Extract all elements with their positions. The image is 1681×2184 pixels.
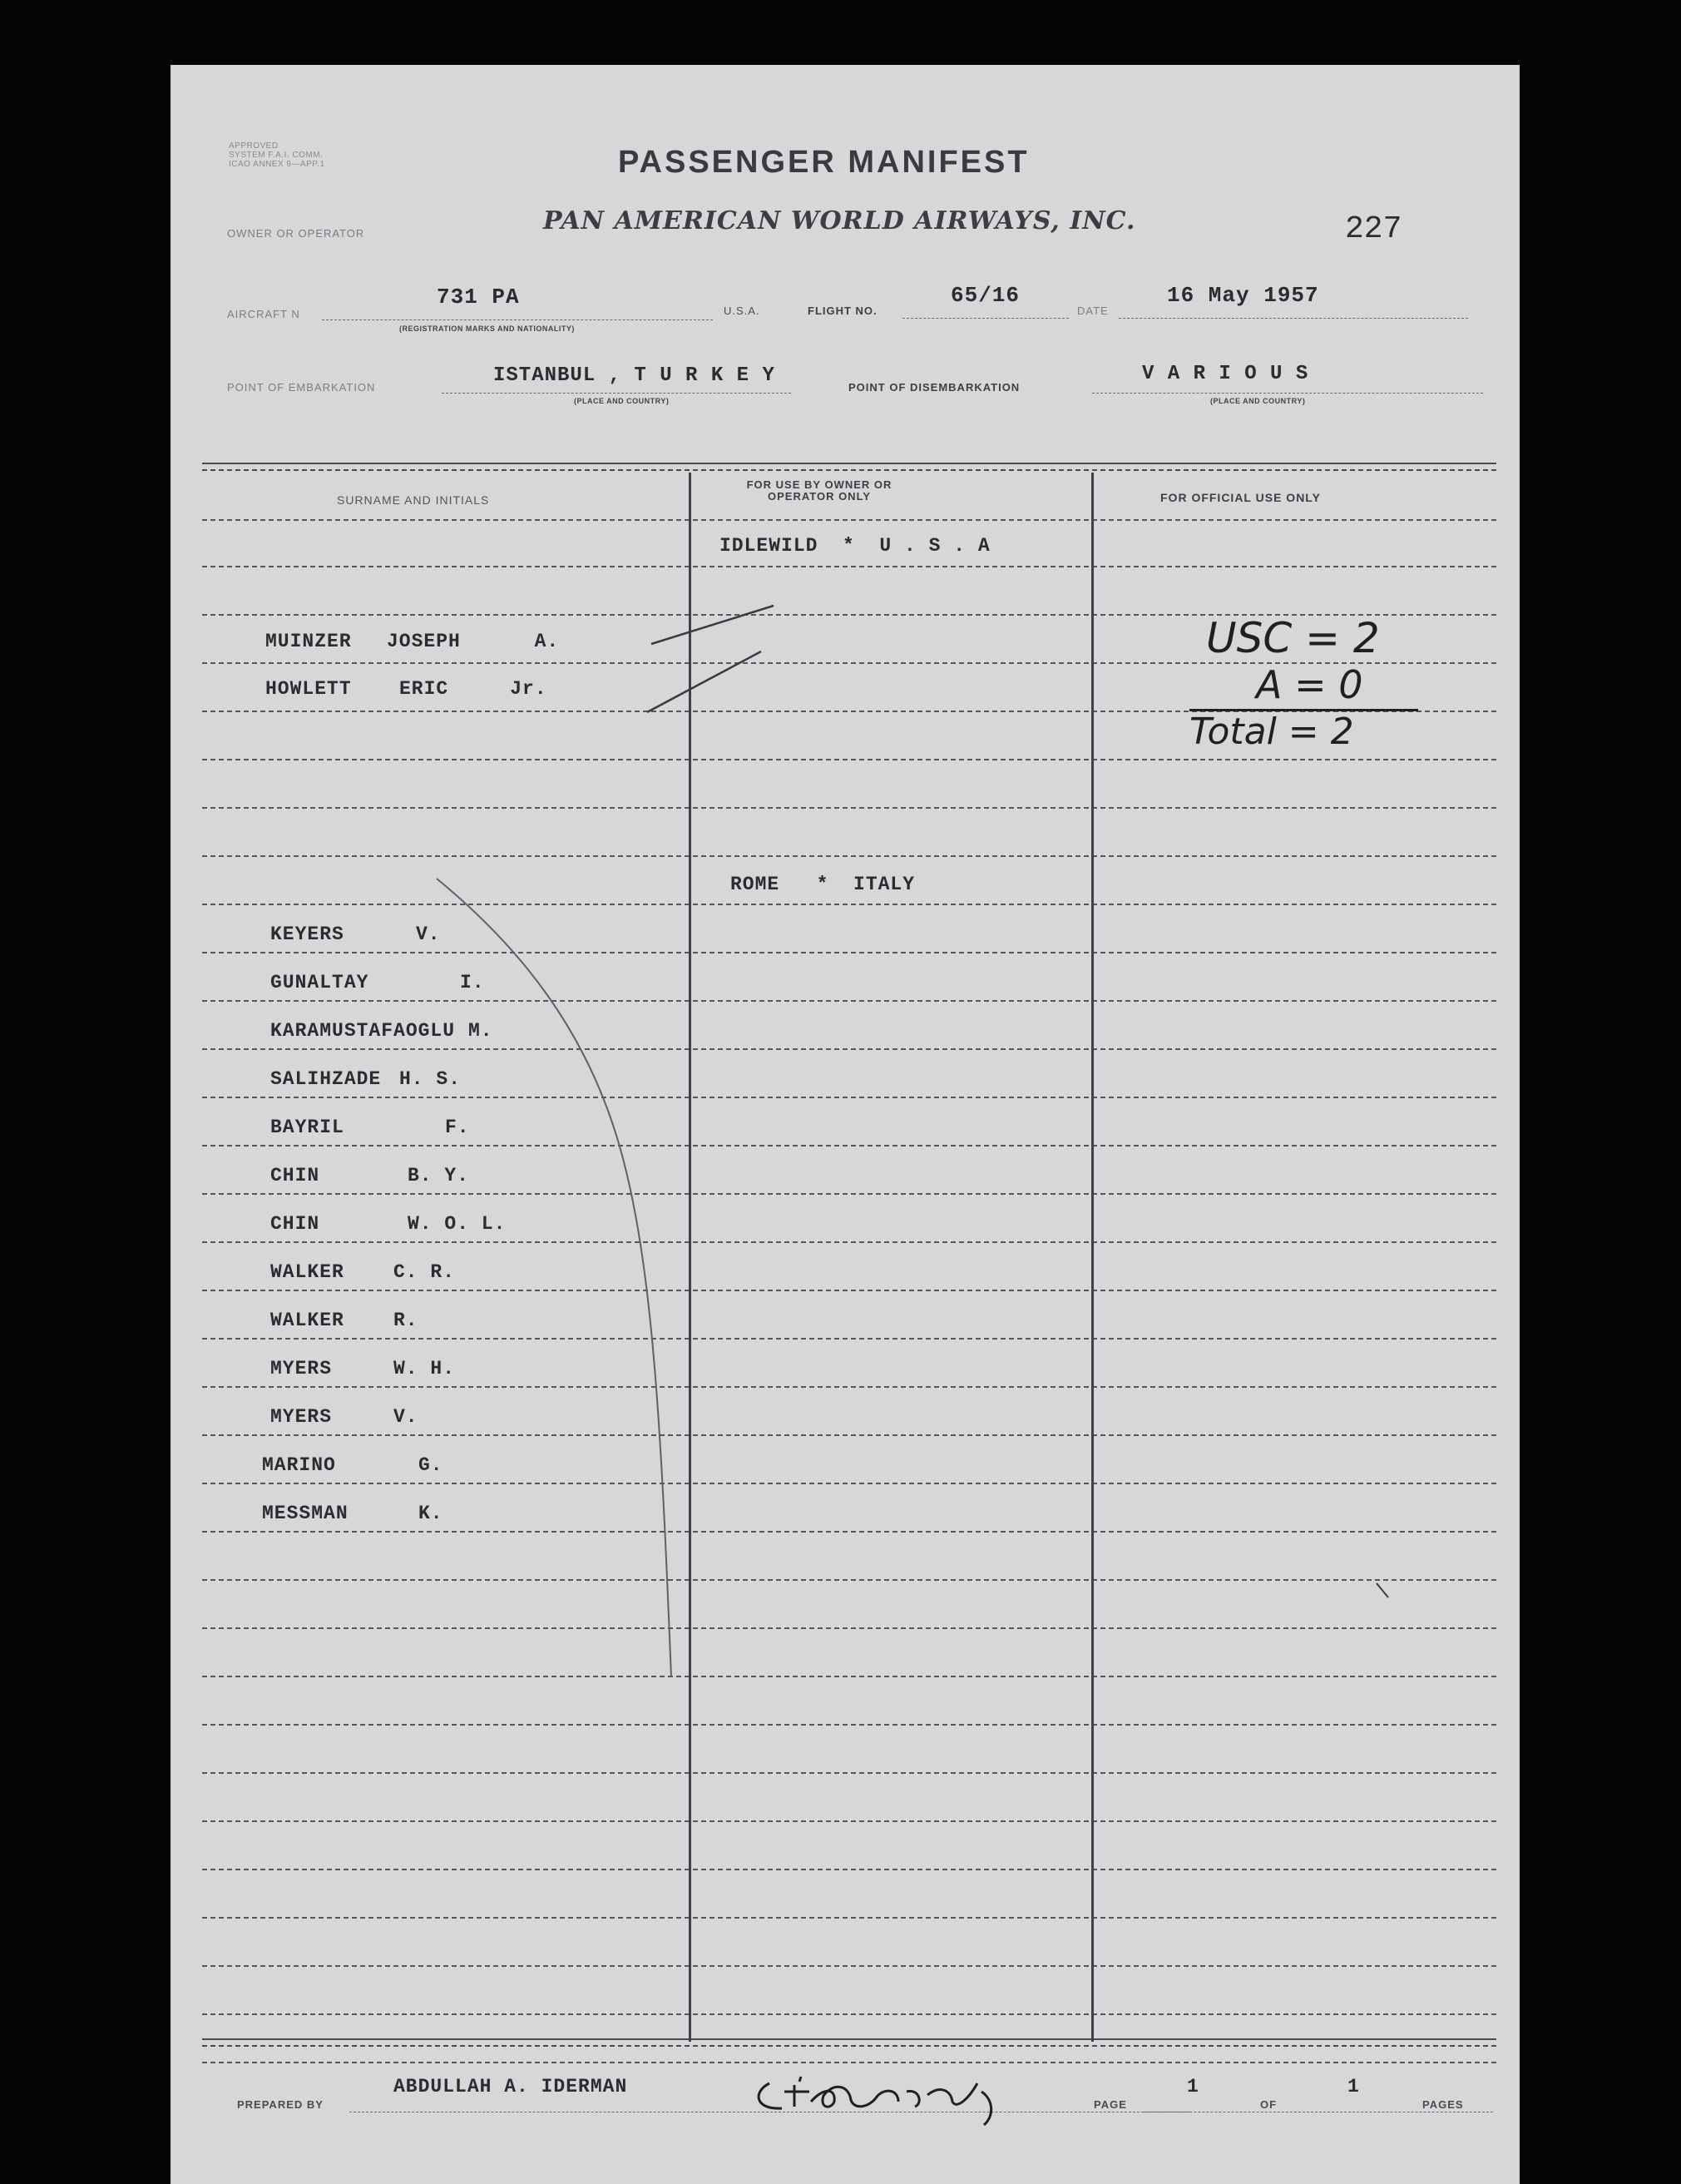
disembark-value: V A R I O U S [1142, 363, 1309, 385]
signature-stroke [759, 2077, 991, 2125]
passenger-initials: F. [445, 1117, 470, 1138]
date-label: DATE [1077, 305, 1109, 317]
passenger-surname: BAYRIL [270, 1117, 344, 1138]
passenger-surname: MYERS [270, 1406, 333, 1428]
passenger-initials: C. R. [393, 1261, 456, 1283]
of-label: OF [1260, 2098, 1278, 2111]
embark-caption: (PLACE AND COUNTRY) [574, 397, 670, 405]
approval-line: APPROVED [229, 141, 279, 151]
official-note: USC = 2 [1206, 614, 1380, 662]
of-value: 1 [1347, 2076, 1360, 2097]
passenger-surname: KEYERS [270, 924, 344, 945]
passenger-surname: WALKER [270, 1261, 344, 1283]
owner-label: OWNER OR OPERATOR [227, 227, 365, 240]
passenger-initials: V. [393, 1406, 418, 1428]
page-label: PAGE [1094, 2098, 1127, 2111]
passenger-surname: MYERS [270, 1358, 333, 1379]
passenger-surname: MARINO [262, 1454, 336, 1476]
approval-line: SYSTEM F.A.I. COMM. [229, 151, 324, 160]
passenger-initials: V. [416, 924, 441, 945]
pages-label: PAGES [1422, 2098, 1464, 2111]
col-header-owner: FOR USE BY OWNER OR OPERATOR ONLY [746, 478, 892, 503]
passenger-surname: HOWLETT [265, 678, 352, 700]
aircraft-country: U.S.A. [724, 305, 760, 317]
passenger-initials: I. [460, 972, 485, 993]
passenger-surname: GUNALTAY [270, 972, 369, 993]
check-mark [647, 651, 761, 712]
passenger-surname: MUINZER [265, 631, 352, 652]
page-title: PASSENGER MANIFEST [618, 145, 1030, 180]
col-header-surname: SURNAME AND INITIALS [337, 493, 490, 507]
passenger-surname: SALIHZADE [270, 1068, 382, 1090]
official-note: A = 0 [1256, 662, 1363, 707]
pencil-tick [1377, 1583, 1388, 1597]
manifest-sheet [171, 65, 1520, 2184]
date-value: 16 May 1957 [1167, 283, 1319, 308]
page-value: 1 [1187, 2076, 1199, 2097]
passenger-initials: K. [418, 1503, 443, 1524]
passenger-surname: CHIN [270, 1213, 320, 1235]
check-mark [651, 606, 774, 644]
passenger-initials: W. O. L. [408, 1213, 507, 1235]
passenger-surname: CHIN [270, 1165, 320, 1186]
embark-value: ISTANBUL , T U R K E Y [493, 364, 775, 387]
col-header-official: FOR OFFICIAL USE ONLY [1160, 491, 1321, 504]
passenger-initials: JOSEPH A. [387, 631, 560, 652]
aircraft-value: 731 PA [437, 285, 520, 310]
signature [744, 2058, 1044, 2133]
pencil-stroke [437, 879, 671, 1677]
passenger-surname: WALKER [270, 1310, 344, 1331]
destination-idlewild: IDLEWILD * U . S . A [719, 535, 991, 557]
passenger-initials: G. [418, 1454, 443, 1476]
flight-label: FLIGHT NO. [808, 305, 878, 317]
aircraft-label: AIRCRAFT N [227, 308, 300, 320]
disembark-caption: (PLACE AND COUNTRY) [1210, 397, 1306, 405]
passenger-initials: R. [393, 1310, 418, 1331]
passenger-initials: H. S. [399, 1068, 462, 1090]
flight-value: 65/16 [951, 283, 1021, 308]
prepared-label: PREPARED BY [237, 2098, 324, 2111]
passenger-initials: W. H. [393, 1358, 456, 1379]
official-note: Total = 2 [1189, 711, 1354, 753]
embark-label: POINT OF EMBARKATION [227, 381, 376, 394]
approval-line: ICAO ANNEX 9—APP.1 [229, 160, 325, 169]
pencil-marks [171, 65, 1520, 2184]
disembark-label: POINT OF DISEMBARKATION [848, 381, 1021, 394]
prepared-by: ABDULLAH A. IDERMAN [393, 2076, 628, 2097]
passenger-surname: MESSMAN [262, 1503, 349, 1524]
passenger-initials: ERIC Jr. [399, 678, 547, 700]
aircraft-caption: (REGISTRATION MARKS AND NATIONALITY) [399, 324, 575, 333]
destination-rome: ROME * ITALY [730, 874, 916, 895]
passenger-initials: B. Y. [408, 1165, 470, 1186]
airline-name: PAN AMERICAN WORLD AIRWAYS, INC. [543, 206, 1136, 235]
page-number: 227 [1345, 211, 1402, 247]
passenger-surname: KARAMUSTAFAOGLU [270, 1020, 456, 1042]
passenger-initials: M. [468, 1020, 493, 1042]
